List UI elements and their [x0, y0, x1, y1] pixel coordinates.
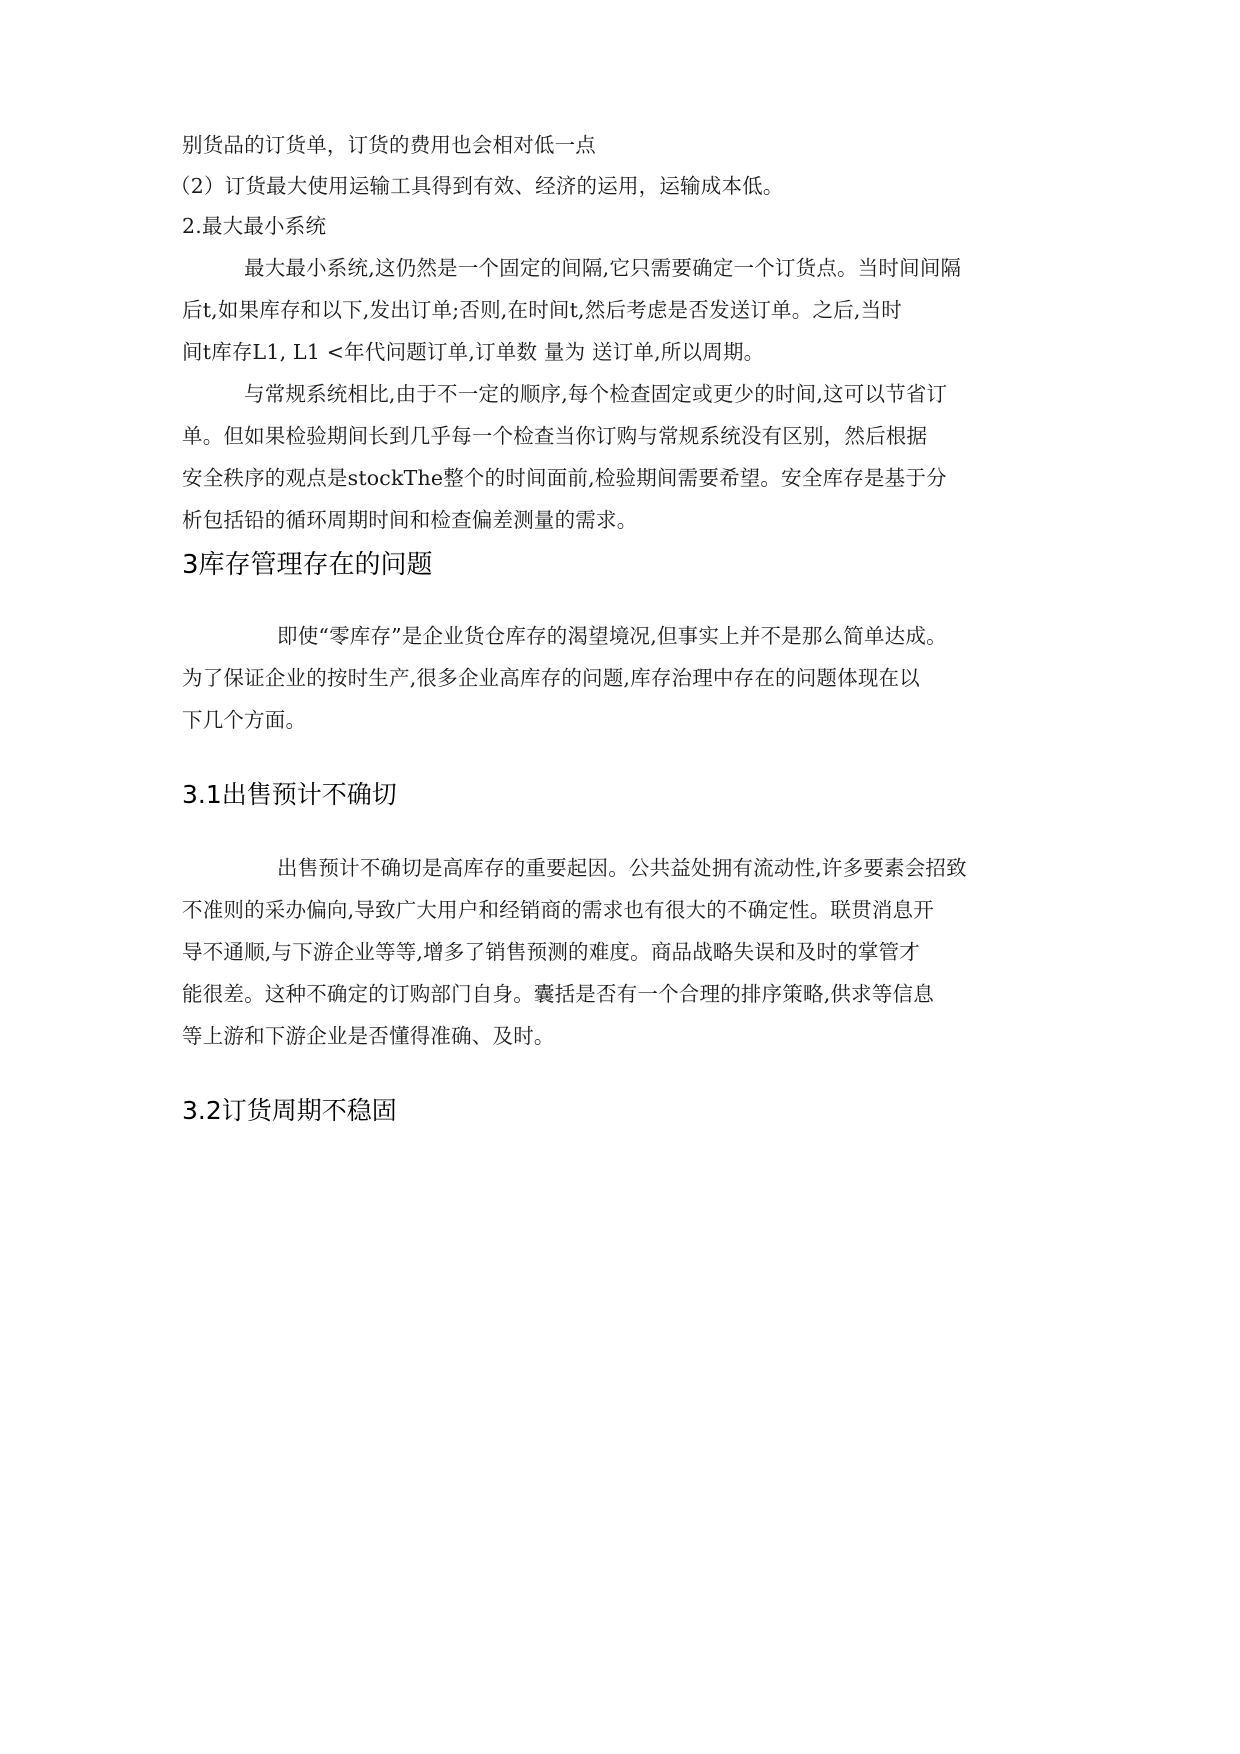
paragraph-line: 最大最小系统,这仍然是一个固定的间隔,它只需要确定一个订货点。当时间间隔: [244, 256, 962, 280]
paragraph-line: 与常规系统相比,由于不一定的顺序,每个检查固定或更少的时间,这可以节省订: [244, 382, 948, 406]
body-text-line: （2）订货最大使用运输工具得到有效、经济的运用，运输成本低。: [170, 174, 784, 198]
paragraph-line: 导不通顺,与下游企业等等,增多了销售预测的难度。商品战略失误和及时的掌管才: [182, 940, 920, 964]
section-heading-3-2: 3.2订货周期不稳固: [182, 1096, 397, 1125]
paragraph-line: 后t,如果库存和以下,发出订单;否则,在时间t,然后考虑是否发送订单。之后,当时: [182, 298, 902, 322]
paragraph-line: 即使“零库存”是企业货仓库存的渴望境况,但事实上并不是那么简单达成。: [277, 624, 947, 648]
paragraph-line: 间t库存L1, L1 <年代问题订单,订单数 量为 送订单,所以周期。: [182, 340, 765, 364]
paragraph-line: 析包括铅的循环周期时间和检查偏差测量的需求。: [182, 508, 638, 532]
paragraph-line: 不准则的采办偏向,导致广大用户和经销商的需求也有很大的不确定性。联贯消息开: [182, 898, 934, 922]
paragraph-line: 能很差。这种不确定的订购部门自身。囊括是否有一个合理的排序策略,供求等信息: [182, 982, 934, 1006]
section-heading-3: 3库存管理存在的问题: [182, 550, 433, 580]
paragraph-line: 下几个方面。: [182, 708, 307, 732]
subheading-max-min-system: 2.最大最小系统: [182, 214, 327, 238]
paragraph-line: 为了保证企业的按时生产,很多企业高库存的问题,库存治理中存在的问题体现在以: [182, 666, 920, 690]
section-heading-3-1: 3.1出售预计不确切: [182, 780, 397, 809]
paragraph-line: 等上游和下游企业是否懂得准确、及时。: [182, 1024, 555, 1048]
paragraph-line: 安全秩序的观点是stockThe整个的时间面前,检验期间需要希望。安全库存是基于分: [182, 466, 947, 490]
paragraph-line: 单。但如果检验期间长到几乎每一个检查当你订购与常规系统没有区别，然后根据: [182, 424, 928, 448]
paragraph-line: 出售预计不确切是高库存的重要起因。公共益处拥有流动性,许多要素会招致: [277, 856, 967, 880]
body-text-line: 别货品的订货单，订货的费用也会相对低一点: [182, 133, 596, 157]
